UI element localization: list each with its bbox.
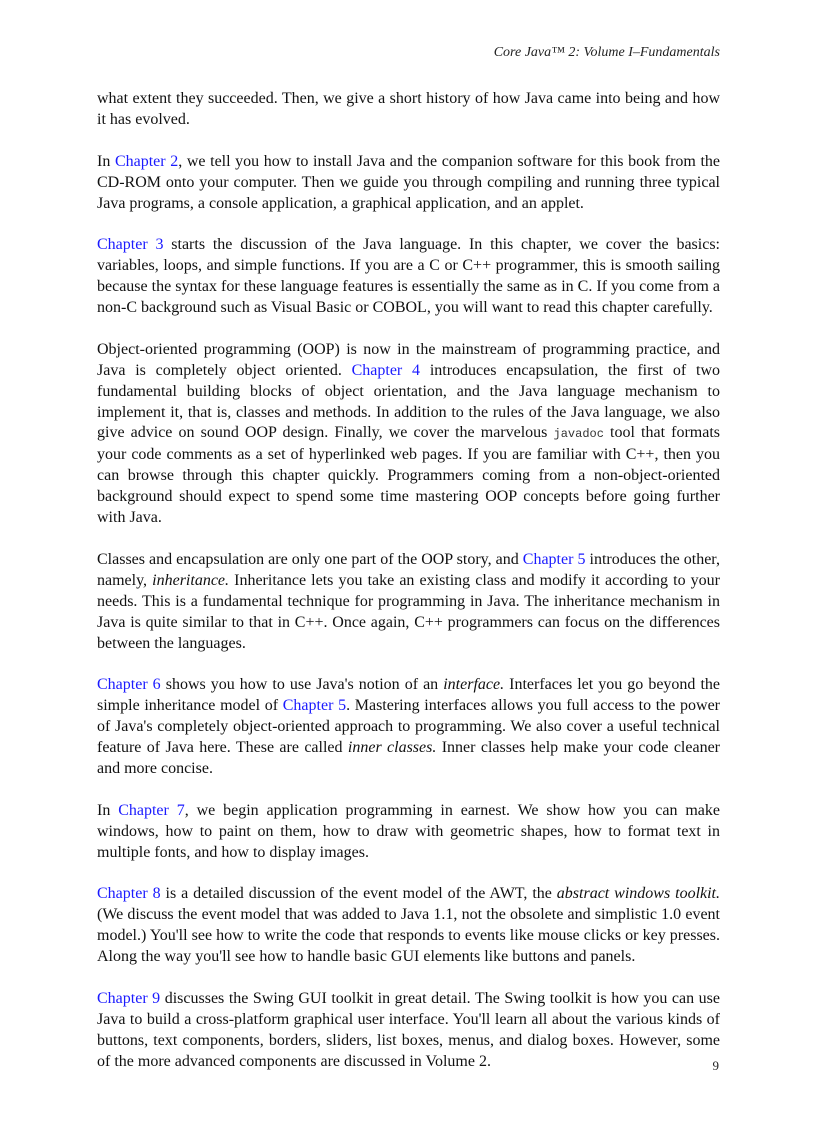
text-run: what extent they succeeded. Then, we give a short history of how Java came into being and how it has evolved.	[97, 90, 720, 128]
chapter-5-link-secondary[interactable]: Chapter 5	[282, 697, 347, 715]
emphasis-inner-classes: inner classes.	[347, 739, 437, 757]
text-run: , we tell you how to install Java and the companion software for this book from the CD-ROM onto your computer. Then we guide you through compiling and running three typical Java programs, a console application, a graphical application, and an applet.	[97, 152, 721, 212]
emphasis-awt: abstract windows toolkit.	[556, 885, 721, 903]
emphasis-interface: interface.	[443, 676, 505, 694]
text-run: starts the discussion of the Java language. In this chapter, we cover the basics: variables, loops, and simple functions. If you are a C or C++ programmer, this is smooth sailing because the syntax for these language features is essentially the same as in C. If you come from a non-C background such as Visual Basic or COBOL, you will want to read this chapter carefully.	[97, 236, 720, 317]
paragraph-chapter-9	[97, 989, 720, 1073]
paragraph-intro-history	[97, 89, 720, 131]
chapter-8-link[interactable]: Chapter 8	[97, 885, 161, 903]
text-run: , we begin application programming in earnest. We show how you can make windows, how to paint on them, how to draw with geometric shapes, how to format text in multiple fonts, and how to display images.	[97, 801, 721, 861]
text-run: introduces encapsulation, the first of two fundamental building blocks of object orientation, and the Java language mechanism to implement it, that is, classes and methods. In addition to the rules of the Java language, we also give advice on sound OOP design. Finally, we cover the marvelous	[97, 361, 720, 442]
page-number: 9	[712, 1058, 719, 1073]
chapter-7-link[interactable]: Chapter 7	[118, 801, 185, 819]
text-run: . Mastering interfaces allows you full access to the power of Java's completely object-oriented approach to programming. We also cover a useful technical feature of Java here. These are called	[97, 697, 720, 757]
text-run: Inner classes help make your code cleaner and more concise.	[97, 739, 720, 777]
body-text	[97, 89, 720, 1093]
paragraph-chapter-6	[97, 675, 720, 780]
javadoc-code: javadoc	[553, 427, 604, 442]
text-run: In	[97, 152, 115, 170]
text-run: shows you how to use Java's notion of an	[160, 676, 444, 694]
paragraph-chapter-3	[97, 235, 720, 319]
text-run: Inheritance lets you take an existing class and modify it according to your needs. This is a fundamental technique for programming in Java. The inheritance mechanism in Java is quite similar to that in C++. Once again, C++ programmers can focus on the differences between the languages.	[97, 571, 720, 652]
chapter-3-link[interactable]: Chapter 3	[97, 236, 164, 254]
running-header: Core Java™ 2: Volume I–Fundamentals	[493, 45, 720, 60]
text-run: discusses the Swing GUI toolkit in great detail. The Swing toolkit is how you can use Java to build a cross-platform graphical user interface. You'll learn all about the various kinds of buttons, text components, borders, sliders, list boxes, menus, and dialog boxes. However, some of the more advanced components are discussed in Volume 2.	[97, 989, 720, 1070]
paragraph-chapter-4	[97, 340, 720, 529]
text-run: introduces the other, namely,	[97, 550, 720, 589]
text-run: tool that formats your code comments as a set of hyperlinked web pages. If you are familiar with C++, then you can browse through this chapter quickly. Programmers coming from a non-object-oriented background should expect to spend some time mastering OOP concepts before going further with Java.	[97, 424, 720, 527]
paragraph-chapter-2	[97, 152, 720, 215]
paragraph-chapter-5	[97, 550, 720, 655]
text-run: Interfaces let you go beyond the simple inheritance model of	[97, 676, 720, 715]
text-run: (We discuss the event model that was added to Java 1.1, not the obsolete and simplistic 1.0 event model.) You'll see how to write the code that responds to events like mouse clicks or key presses. Along the way you'll see how to handle basic GUI elements like buttons and panels.	[97, 906, 720, 966]
chapter-9-link[interactable]: Chapter 9	[97, 989, 161, 1007]
text-run: Object-oriented programming (OOP) is now in the mainstream of programming practice, and Java is completely object oriented.	[97, 340, 720, 379]
paragraph-chapter-8	[97, 884, 720, 968]
text-run: In	[97, 801, 119, 819]
chapter-5-link[interactable]: Chapter 5	[522, 550, 586, 568]
emphasis-inheritance: inheritance.	[152, 571, 230, 589]
chapter-6-link[interactable]: Chapter 6	[97, 676, 161, 694]
text-run: Classes and encapsulation are only one part of the OOP story, and	[97, 550, 523, 568]
chapter-4-link[interactable]: Chapter 4	[351, 361, 421, 379]
text-run: is a detailed discussion of the event model of the AWT, the	[160, 885, 557, 903]
paragraph-chapter-7	[97, 801, 720, 864]
chapter-2-link[interactable]: Chapter 2	[114, 152, 179, 170]
